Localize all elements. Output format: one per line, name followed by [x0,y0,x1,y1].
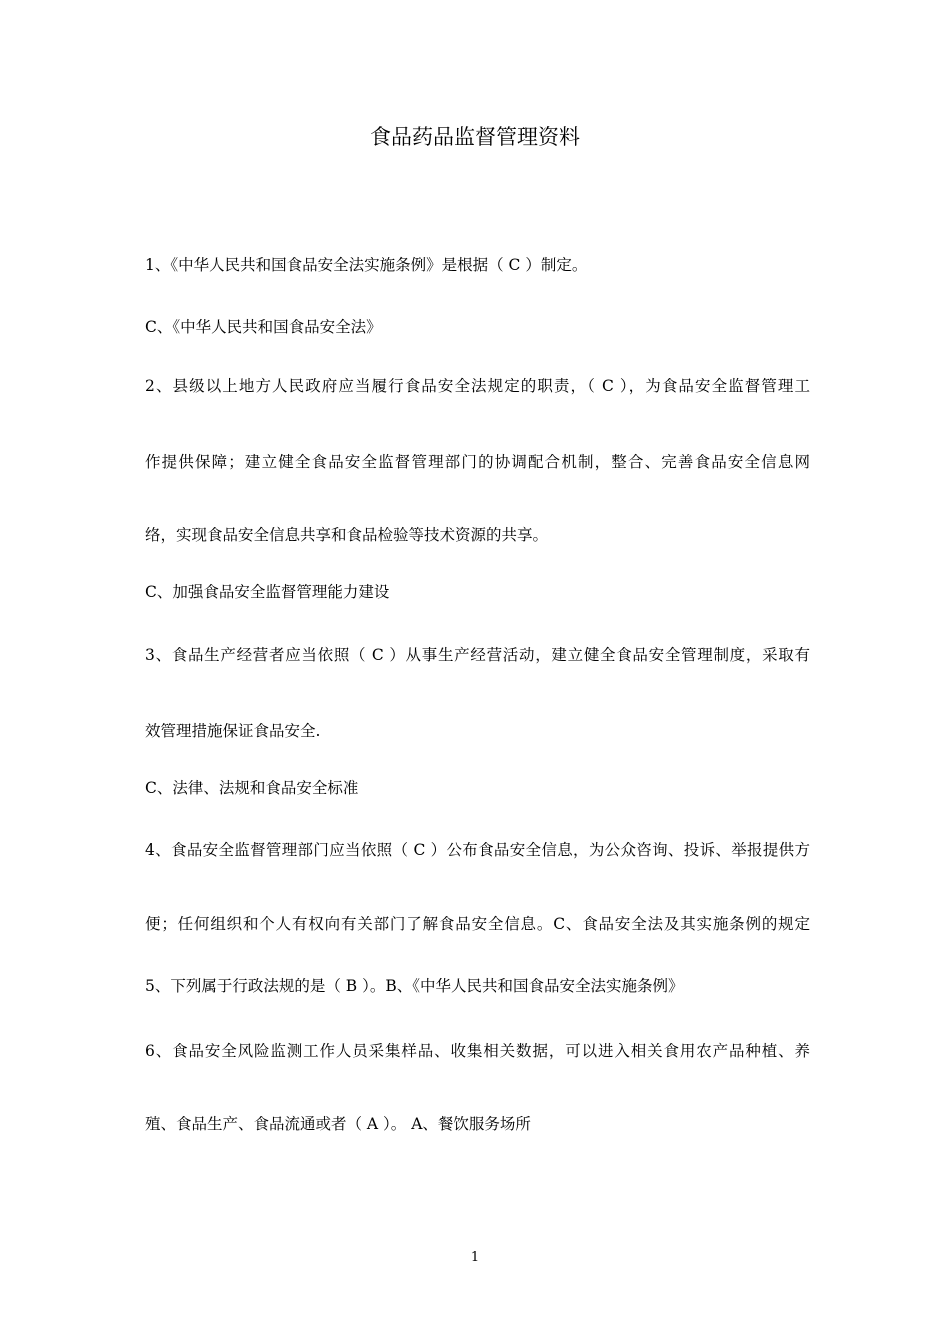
answer-2-text: C、加强食品安全监督管理能力建设 [145,583,390,601]
answer-1-text: C、《中华人民共和国食品安全法》 [145,318,382,336]
document-title: 食品药品监督管理资料 [370,125,580,149]
question-2-line-1: 2、县级以上地方人民政府应当履行食品安全法规定的职责，（ C ），为食品安全监督管理工 [145,377,810,395]
question-2-line-3: 络，实现食品安全信息共享和食品检验等技术资源的共享。 [145,526,549,544]
question-4-line-2: 便；任何组织和个人有权向有关部门了解食品安全信息。C、食品安全法及其实施条例的规定 [145,915,810,933]
question-5-text: 5、下列属于行政法规的是（ B ）。B、《中华人民共和国食品安全法实施条例》 [145,977,684,995]
question-3-line-1: 3、食品生产经营者应当依照（ C ）从事生产经营活动，建立健全食品安全管理制度，采取有 [145,646,810,664]
question-3-line-2: 效管理措施保证食品安全. [145,722,321,740]
question-6-line-1: 6、食品安全风险监测工作人员采集样品、收集相关数据，可以进入相关食用农产品种植、养 [145,1042,810,1060]
question-1-text: 1、《中华人民共和国食品安全法实施条例》是根据（ C ）制定。 [145,256,588,274]
answer-3-text: C、法律、法规和食品安全标准 [145,779,359,797]
question-6-line-2: 殖、食品生产、食品流通或者（ A ）。 A、餐饮服务场所 [145,1115,531,1133]
question-4-line-1: 4、食品安全监督管理部门应当依照（ C ）公布食品安全信息，为公众咨询、投诉、举报提供方 [145,841,810,859]
question-2-line-2: 作提供保障；建立健全食品安全监督管理部门的协调配合机制，整合、完善食品安全信息网 [145,453,810,471]
page-number: 1 [470,1250,480,1265]
